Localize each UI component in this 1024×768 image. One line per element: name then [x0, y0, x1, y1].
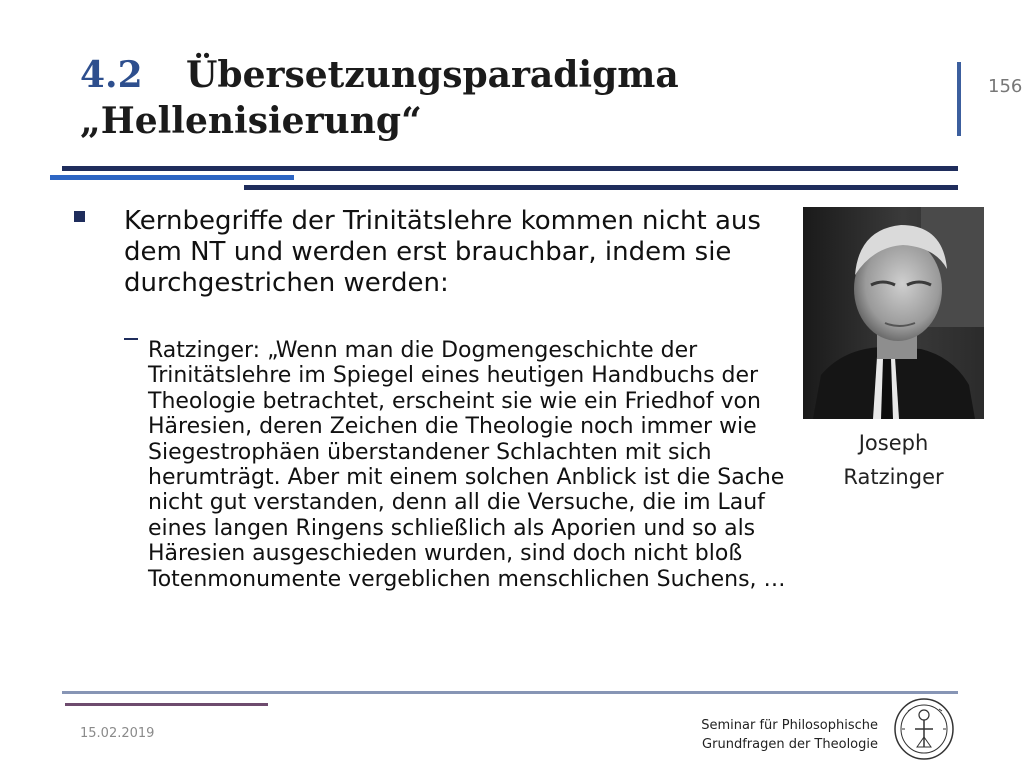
footer-rule-accent — [65, 703, 268, 706]
footer-rule — [62, 691, 958, 694]
caption-last-name: Ratzinger — [843, 465, 944, 489]
seminar-line-1: Seminar für Philosophische — [701, 718, 878, 733]
title-line-1: Übersetzungsparadigma — [186, 54, 679, 96]
portrait-photo — [803, 207, 984, 419]
header-rule-accent — [50, 175, 294, 180]
footer-seminar-name — [690, 716, 878, 754]
header-rule-top — [62, 166, 958, 171]
university-seal-icon — [893, 697, 955, 761]
section-number: 4.2 — [80, 54, 143, 96]
quote-text: Ratzinger: „Wenn man die Dogmengeschichte der Trinitätslehre im Spiegel eines heutigen Handbuchs der Theologie betrachtet, erscheint sie wie ein Friedhof von Häresien, deren Zeichen die Theologie noch immer wie Siegestrophäen überstandener Schlachten mit sich herumträgt. Aber mit einem solchen Anblick ist die Sache nicht gut verstanden, denn all die Versuche, die im Lauf eines langen Ringens schließlich als Aporien und so als Häresien ausgeschieden wurden, sind doch nicht bloß Totenmonumente vergeblichen menschlichen Suchens, … — [148, 338, 786, 592]
header-rule-bottom — [244, 185, 958, 190]
page-number-divider — [957, 62, 961, 136]
slide-title — [80, 52, 940, 144]
page-number: 156 — [988, 76, 1023, 97]
caption-first-name: Joseph — [858, 431, 929, 455]
photo-caption — [803, 426, 984, 494]
square-bullet-icon — [74, 211, 85, 222]
title-line-2: „Hellenisierung“ — [80, 100, 422, 142]
footer-date: 15.02.2019 — [80, 726, 155, 741]
dash-bullet-icon — [124, 338, 138, 340]
seminar-line-2: Grundfragen der Theologie — [702, 737, 878, 752]
bullet-text: Kernbegriffe der Trinitätslehre kommen nicht aus dem NT und werden erst brauchbar, indem sie durchgestrichen werden: — [124, 206, 761, 298]
